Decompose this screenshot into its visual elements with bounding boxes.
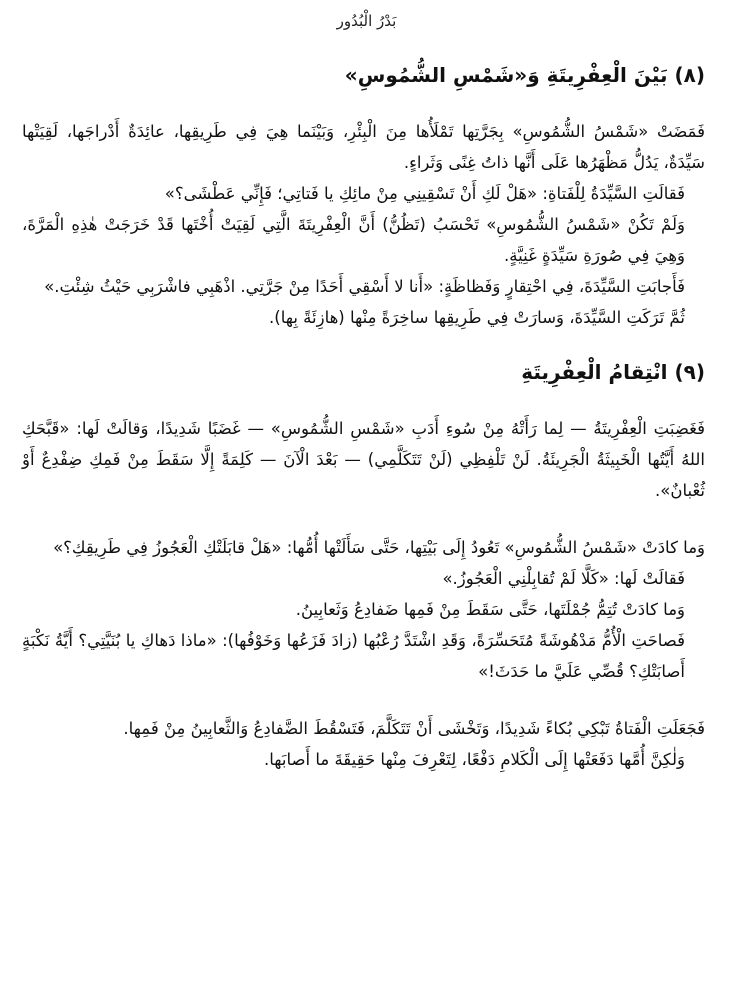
paragraph: وَلٰكِنَّ أُمَّها دَفَعَتْها إِلَى الْكَلامِ دَفْعًا، لِتَعْرِفَ مِنْها حَقِيقَةَ ما أَصابَها. [264,750,685,769]
paragraph: فَغَضِبَتِ الْعِفْرِيتَةُ — لِما رَأَتْهُ مِنْ سُوءِ أَدَبِ «شَمْسِ الشُّمُوسِ» — غَضَبًا شَدِيدًا، وَقالَتْ لَها: «قَبَّحَكِ اللهُ أَيَّتُها الْخَبِيثَةُ الْجَرِيئَةُ. لَنْ تَلْفِظِي (لَنْ تَتَكَلَّمِي) — بَعْدَ الْآنَ — كَلِمَةً إِلَّا سَقَطَ مِنْ فَمِكِ ضِفْدِعٌ أَوْ ثُعْبانٌ». [22,419,705,500]
paragraph: فَأَجابَتِ السَّيِّدَةَ، فِي احْتِقارٍ وَفَظاظَةٍ: «أَنا لا أَسْقِي أَحَدًا مِنْ جَرَّتِي. اذْهَبِي فاشْرَبِي حَيْثُ شِئْتِ.» [44,277,685,296]
paragraph: فَصاحَتِ الْأُمُّ مَدْهُوشَةً مُتَحَسِّرَةً، وَقَدِ اشْتَدَّ رُعْبُها (زادَ فَزَعُها وَخَوْفُها): «ماذا دَهاكِ يا بُنَيَّتِي؟ أَيَّةُ نَكْبَةٍ أَصابَتْكِ؟ قُصِّي عَلَيَّ ما حَدَثَ!» [22,631,685,681]
section-heading-9: (٩) انْتِقامُ الْعِفْرِيتَةِ [521,360,705,384]
paragraph: فَجَعَلَتِ الْفَتاةُ تَبْكِي بُكاءً شَدِيدًا، وَتَخْشَى أَنْ تَتَكَلَّمَ، فَتَسْقُطَ الضَّفادِعُ وَالثَّعابِينُ مِنْ فَمِها. [123,719,705,738]
paragraph: وَما كادَتْ تُتِمُّ جُمْلَتَها، حَتَّى سَقَطَ مِنْ فَمِها ضَفادِعُ وَثَعابِينُ. [295,600,685,619]
running-header: بَدْرُ الْبُدُور [336,12,397,30]
page-content [22,58,705,775]
paragraph: وَما كادَتْ «شَمْسُ الشُّمُوسِ» تَعُودُ إِلَى بَيْتِها، حَتَّى سَأَلَتْها أُمُّها: «هَلْ قابَلَتْكِ الْعَجُوزُ فِي طَرِيقِكِ؟» [53,538,705,557]
paragraph: وَلَمْ تَكُنْ «شَمْسُ الشُّمُوسِ» تَحْسَبُ (تَظُنُّ) أَنَّ الْعِفْرِيتَةَ الَّتِي لَقِيَتْ أُخْتَها قَدْ خَرَجَتْ هٰذِهِ الْمَرَّةَ، وَهِيَ فِي صُورَةِ سَيِّدَةٍ غَنِيَّةٍ. [22,215,685,265]
paragraph: فَقالَتْ لَها: «كَلَّا لَمْ تُقابِلْنِي الْعَجُوزُ.» [442,569,685,588]
section-heading-8: (٨) بَيْنَ الْعِفْرِيتَةِ وَ«شَمْسِ الشُّمُوسِ» [344,63,705,87]
paragraph: ثُمَّ تَرَكَتِ السَّيِّدَةَ، وَسارَتْ فِي طَرِيقِها ساخِرَةً مِنْها (هازِئَةً بِها). [269,308,685,327]
paragraph: فَقالَتِ السَّيِّدَةُ لِلْفَتاةِ: «هَلْ لَكِ أَنْ تَسْقِينِي مِنْ مائِكِ يا فَتاتِي؛ فَإِنِّي عَطْشَى؟» [164,184,685,203]
paragraph: فَمَضَتْ «شَمْسُ الشُّمُوسِ» بِجَرَّتِها تَمْلَأُها مِنَ الْبِئْرِ، وَبَيْنَما هِيَ فِي طَرِيقِها، عائِدَةٌ أَدْراجَها، لَقِيَتْها سَيِّدَةٌ، يَدُلُّ مَظْهَرُها عَلَى أَنَّها ذاتُ غِنًى وَثَراءٍ. [22,122,705,172]
